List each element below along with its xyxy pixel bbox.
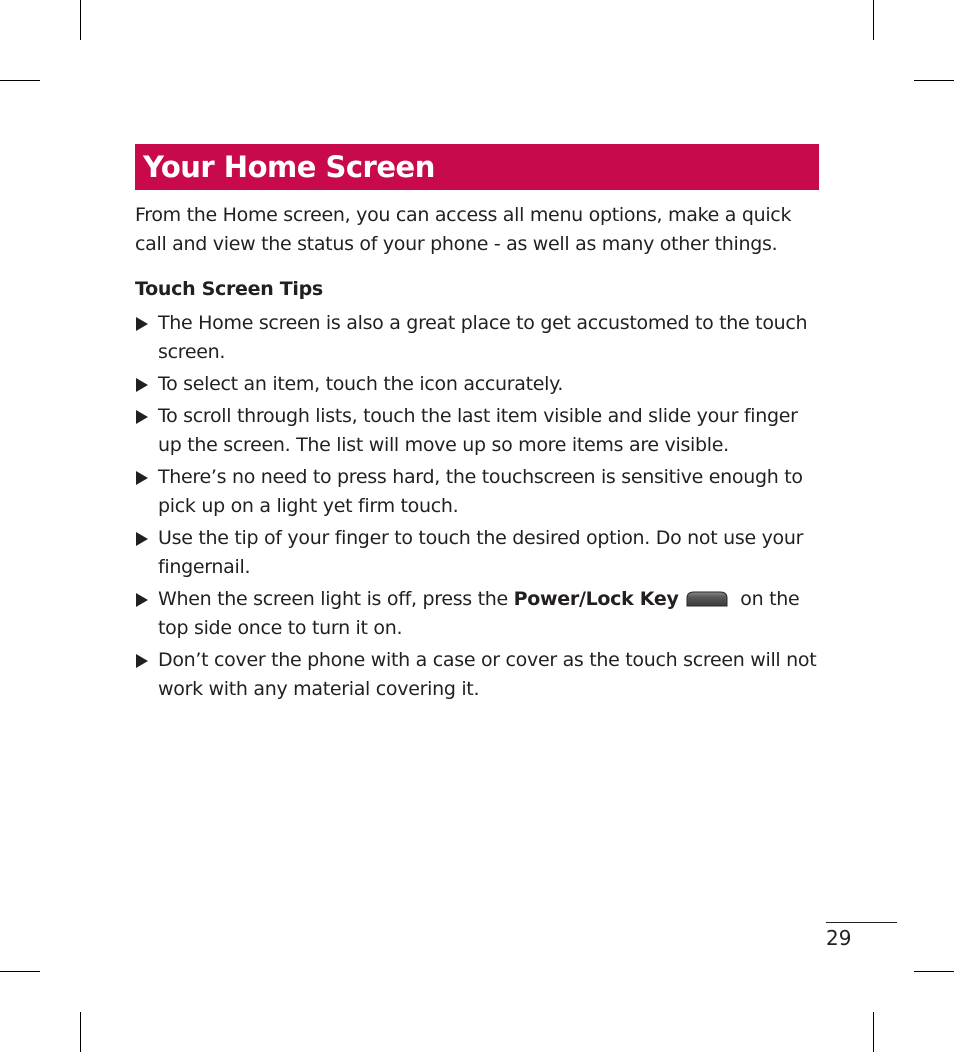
crop-mark [80, 0, 81, 40]
tips-list [135, 309, 825, 707]
title-bar [135, 144, 819, 190]
power-lock-key-label: Power/Lock Key [513, 588, 679, 610]
tip-text: There’s no need to press hard, the touchscreen is sensitive enough to pick up on a light yet firm touch. [158, 466, 803, 517]
page-title: Your Home Screen [143, 150, 435, 184]
bullet-arrow-icon [136, 593, 148, 607]
list-item [135, 402, 825, 460]
bullet-arrow-icon [136, 654, 148, 668]
page-number-rule [826, 922, 897, 923]
page-number: 29 [826, 926, 852, 950]
tip-text: The Home screen is also a great place to get accustomed to the touch screen. [158, 312, 808, 363]
tip-text: Don’t cover the phone with a case or cover as the touch screen will not work with any material covering it. [158, 649, 817, 700]
crop-mark [80, 1012, 81, 1052]
tip-text: Use the tip of your finger to touch the desired option. Do not use your fingernail. [158, 527, 804, 578]
crop-mark [0, 971, 40, 972]
crop-mark [914, 971, 954, 972]
intro-paragraph: From the Home screen, you can access all menu options, make a quick call and view the status of your phone - as well as many other things. [135, 204, 792, 255]
power-lock-key-icon [685, 591, 729, 607]
list-item [135, 370, 825, 399]
crop-mark [914, 80, 954, 81]
list-item [135, 524, 825, 582]
bullet-arrow-icon [136, 471, 148, 485]
bullet-arrow-icon [136, 410, 148, 424]
list-item [135, 646, 825, 704]
list-item [135, 585, 825, 643]
section-heading: Touch Screen Tips [135, 278, 323, 300]
tip-text-after: on the top side once to turn it on. [158, 588, 800, 639]
bullet-arrow-icon [136, 532, 148, 546]
tip-text-before: When the screen light is off, press the [158, 588, 514, 610]
bullet-arrow-icon [136, 317, 148, 331]
crop-mark [873, 0, 874, 40]
list-item [135, 463, 825, 521]
bullet-arrow-icon [136, 378, 148, 392]
crop-mark [0, 80, 40, 81]
crop-mark [873, 1012, 874, 1052]
tip-text: To scroll through lists, touch the last item visible and slide your finger up the screen. The list will move up so more items are visible. [158, 405, 798, 456]
list-item [135, 309, 825, 367]
tip-text: To select an item, touch the icon accurately. [158, 373, 564, 395]
